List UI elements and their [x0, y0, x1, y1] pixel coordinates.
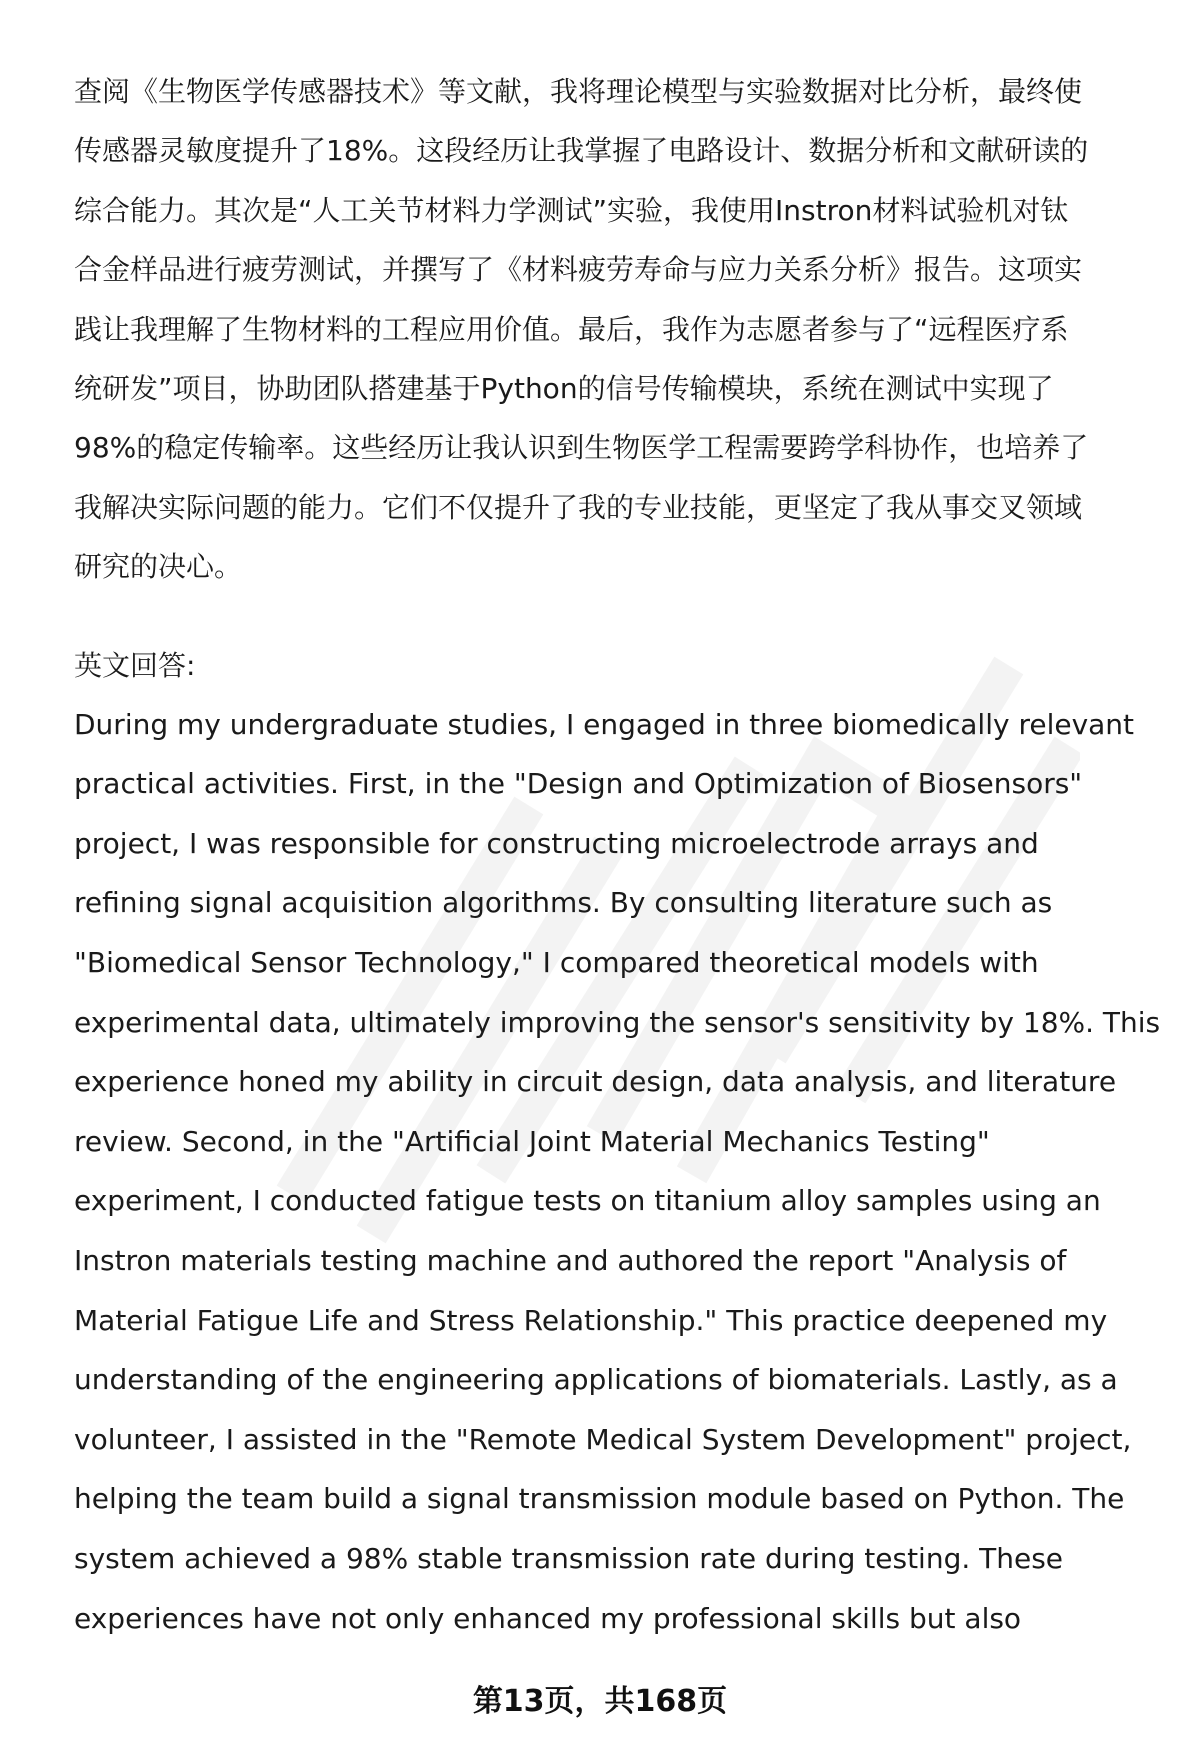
paragraph-line: helping the team build a signal transmission module based on Python. The [74, 1482, 1125, 1516]
paragraph-line: experimental data, ultimately improving the sensor's sensitivity by 18%. This [74, 1005, 1161, 1039]
paragraph-line: experiences have not only enhanced my professional skills but also [74, 1601, 1022, 1635]
paragraph-line: experiment, I conducted fatigue tests on titanium alloy samples using an [74, 1184, 1101, 1218]
paragraph-line: "Biomedical Sensor Technology," I compared theoretical models with [74, 946, 1039, 980]
english-paragraph [74, 695, 1164, 1649]
paragraph-line: review. Second, in the "Artificial Joint Material Mechanics Testing" [74, 1124, 990, 1158]
paragraph-line: 98%的稳定传输率。这些经历让我认识到生物医学工程需要跨学科协作，也培养了 [74, 431, 1089, 465]
paragraph-line: Material Fatigue Life and Stress Relationship." This practice deepened my [74, 1303, 1108, 1337]
paragraph-line: understanding of the engineering applications of biomaterials. Lastly, as a [74, 1363, 1118, 1397]
paragraph-line: volunteer, I assisted in the "Remote Medical System Development" project, [74, 1422, 1132, 1456]
paragraph-line: project, I was responsible for constructing microelectrode arrays and [74, 826, 1039, 860]
paragraph-line: experience honed my ability in circuit design, data analysis, and literature [74, 1065, 1117, 1099]
document-page [74, 62, 1164, 1648]
paragraph-line: 践让我理解了生物材料的工程应用价值。最后，我作为志愿者参与了“远程医疗系 [74, 312, 1069, 346]
paragraph-line: practical activities. First, in the "Design and Optimization of Biosensors" [74, 767, 1083, 801]
paragraph-line: 综合能力。其次是“人工关节材料力学测试”实验，我使用Instron材料试验机对钛 [74, 193, 1069, 227]
paragraph-line: 合金样品进行疲劳测试，并撰写了《材料疲劳寿命与应力关系分析》报告。这项实 [74, 253, 1083, 287]
paragraph-line: 研究的决心。 [74, 550, 243, 584]
paragraph-line: system achieved a 98% stable transmission rate during testing. These [74, 1541, 1064, 1575]
paragraph-line: 我解决实际问题的能力。它们不仅提升了我的专业技能，更坚定了我从事交叉领域 [74, 490, 1083, 524]
english-answer-heading: 英文回答: [74, 648, 196, 682]
paragraph-line: 传感器灵敏度提升了18%。这段经历让我掌握了电路设计、数据分析和文献研读的 [74, 134, 1089, 168]
paragraph-line: 统研发”项目，协助团队搭建基于Python的信号传输模块，系统在测试中实现了 [74, 372, 1054, 406]
paragraph-line: During my undergraduate studies, I engaged in three biomedically relevant [74, 707, 1135, 741]
paragraph-line: Instron materials testing machine and authored the report "Analysis of [74, 1244, 1067, 1277]
paragraph-line: 查阅《生物医学传感器技术》等文献，我将理论模型与实验数据对比分析，最终使 [74, 75, 1083, 108]
paragraph-line: refining signal acquisition algorithms. By consulting literature such as [74, 886, 1053, 920]
page-number-footer: 第13页，共168页 [472, 1684, 728, 1719]
chinese-paragraph [74, 62, 1164, 597]
